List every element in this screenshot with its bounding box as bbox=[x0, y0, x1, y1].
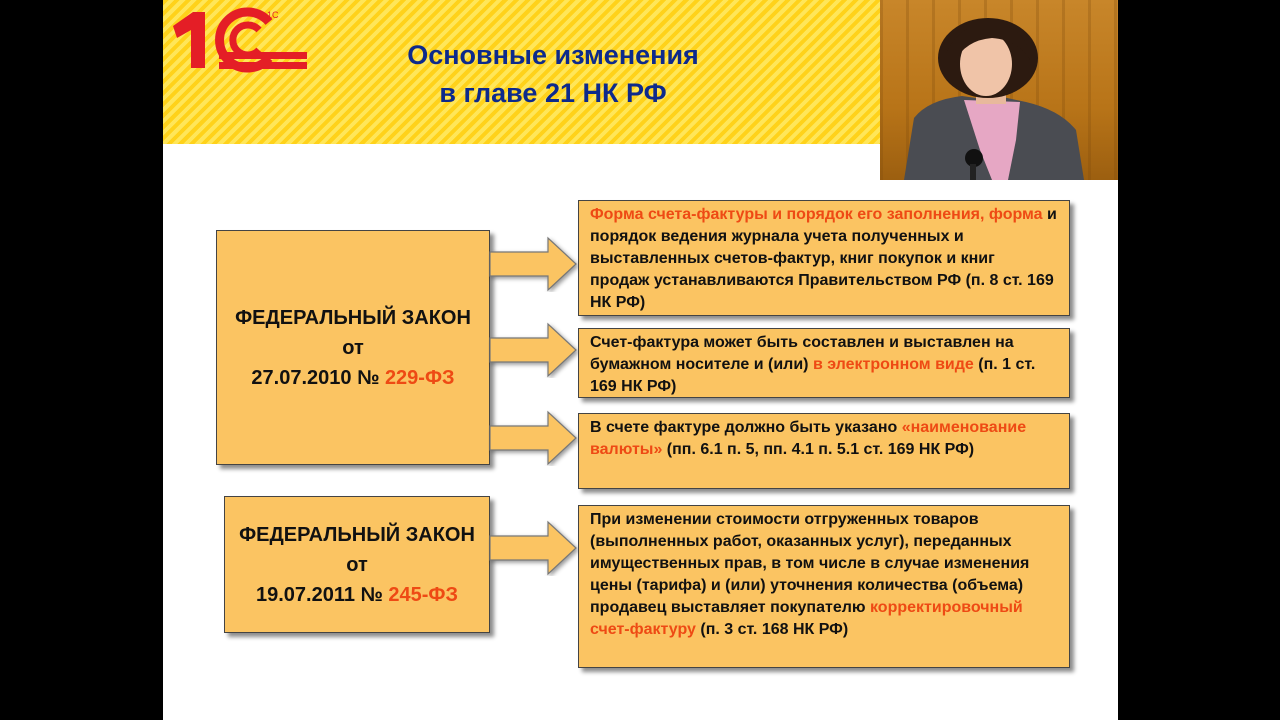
info-highlight: Форма счета-фактуры и порядок его заполнения, bbox=[590, 206, 985, 223]
info-text: При изменении стоимости отгруженных товаров (выполненных работ, оказанных услуг), переданных имущественных прав, в том числе в случае изменения цены (тарифа) и (или) уточнения количества (объема) продавец выставляет покупателю bbox=[590, 511, 1030, 616]
info-highlight: «наименование валюты» bbox=[590, 419, 1027, 458]
law-date-line bbox=[251, 363, 454, 393]
law-from: от bbox=[342, 336, 364, 359]
law-date-line bbox=[256, 580, 458, 610]
law-number: 229-ФЗ bbox=[384, 366, 455, 389]
info-box-currency bbox=[578, 413, 1070, 489]
presenter-video bbox=[880, 0, 1118, 180]
info-text: В счете фактуре должно быть указано bbox=[590, 419, 902, 436]
law-title: ФЕДЕРАЛЬНЫЙ ЗАКОН bbox=[239, 523, 475, 546]
arrow-right-icon bbox=[488, 236, 578, 292]
info-highlight: в электронном виде bbox=[812, 356, 974, 373]
info-text: (п. 1 ст. 169 НК РФ) bbox=[590, 356, 1036, 395]
law-from: от bbox=[346, 553, 368, 576]
title-line-2: в главе 21 НК РФ bbox=[439, 78, 667, 108]
logo-text: 1С bbox=[267, 10, 279, 20]
info-highlight: форма bbox=[988, 206, 1043, 223]
arrow-right-icon bbox=[488, 322, 578, 378]
arrow-right-icon bbox=[488, 410, 578, 466]
law-date: 19.07.2011 № bbox=[255, 583, 383, 606]
info-text: и порядок ведения журнала учета полученных и выставленных счетов-фактур, книг покупок и книг продаж устанавливаются Правительством РФ (п. 8 ст. 169 НК РФ) bbox=[590, 206, 1057, 311]
info-highlight: корректировочный счет-фактуру bbox=[590, 599, 1023, 638]
info-box-invoice-form bbox=[578, 200, 1070, 316]
law-box-245 bbox=[224, 496, 490, 633]
info-text: Счет-фактура может быть составлен и выставлен на бумажном носителе и (или) bbox=[590, 334, 1014, 373]
law-box-229 bbox=[216, 230, 490, 465]
slide-title bbox=[163, 36, 943, 112]
presenter-figure bbox=[880, 0, 1118, 180]
info-text: (п. 3 ст. 168 НК РФ) bbox=[695, 621, 849, 638]
info-box-correction bbox=[578, 505, 1070, 668]
title-line-1: Основные изменения bbox=[407, 40, 699, 70]
slide bbox=[163, 0, 1118, 720]
arrow-right-icon bbox=[488, 520, 578, 576]
law-title: ФЕДЕРАЛЬНЫЙ ЗАКОН bbox=[235, 306, 471, 329]
info-box-electronic bbox=[578, 328, 1070, 398]
law-number: 245-ФЗ bbox=[388, 583, 459, 606]
law-date: 27.07.2010 № bbox=[251, 366, 380, 389]
info-text: (пп. 6.1 п. 5, пп. 4.1 п. 5.1 ст. 169 НК РФ) bbox=[662, 441, 975, 458]
